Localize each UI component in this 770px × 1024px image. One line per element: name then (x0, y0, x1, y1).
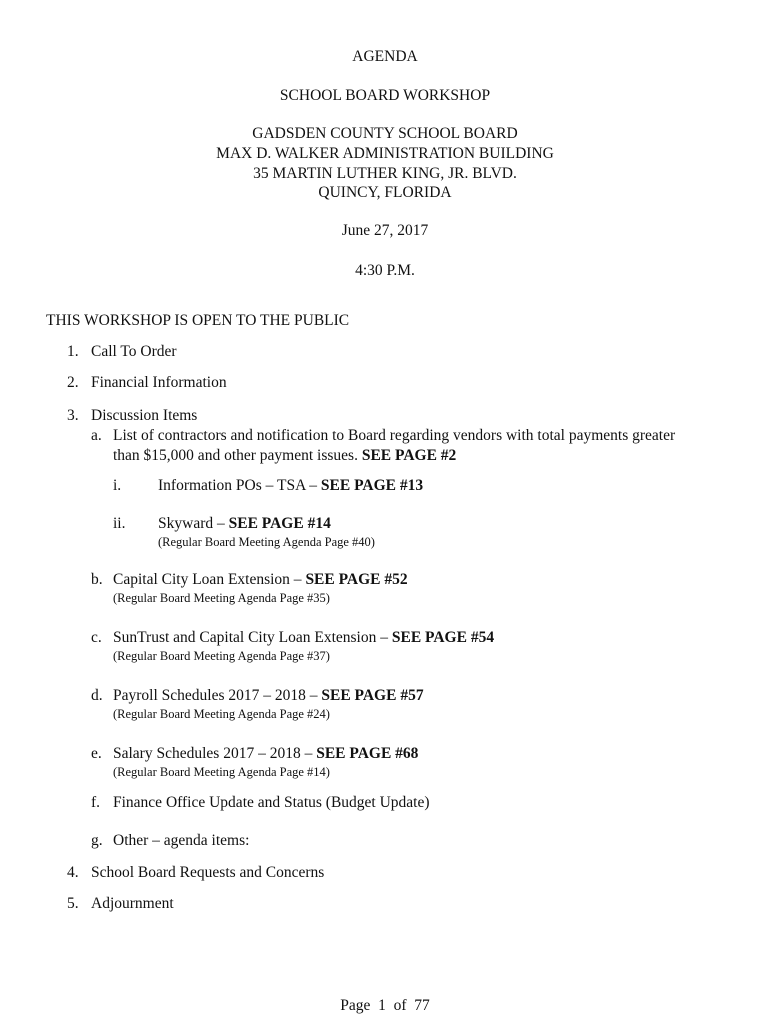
agenda-title: AGENDA (352, 48, 418, 65)
meeting-date: June 27, 2017 (341, 222, 429, 239)
item-adjournment: Adjournment (91, 895, 174, 912)
sub-item-salary-schedules: Salary Schedules 2017 – 2018 – SEE PAGE #68 (113, 745, 419, 762)
sub-item-finance-office-update: Finance Office Update and Status (Budget Update) (113, 794, 430, 811)
public-notice: THIS WORKSHOP IS OPEN TO THE PUBLIC (46, 312, 350, 329)
sub-item-other-agenda: Other – agenda items: (113, 832, 250, 849)
sub-a-line1: List of contractors and notification to Board regarding vendors with total payments greater (113, 427, 676, 444)
item-board-requests: School Board Requests and Concerns (91, 864, 325, 881)
roman-number: i. (113, 477, 122, 494)
sub-a-line2: than $15,000 and other payment issues. SEE PAGE #2 (113, 447, 457, 464)
item-number: 1. (67, 343, 79, 360)
sub-item-suntrust-loan: SunTrust and Capital City Loan Extension – SEE PAGE #54 (113, 629, 495, 646)
page-reference: SEE PAGE #2 (361, 447, 457, 464)
item-discussion-items: Discussion Items (91, 407, 198, 424)
meeting-time: 4:30 P.M. (355, 262, 415, 279)
roman-number: ii. (113, 515, 126, 532)
page-reference: SEE PAGE #14 (228, 515, 331, 532)
meeting-type: SCHOOL BOARD WORKSHOP (279, 87, 491, 104)
sub-item-payroll-schedules: Payroll Schedules 2017 – 2018 – SEE PAGE #57 (113, 687, 424, 704)
regular-meeting-note: (Regular Board Meeting Agenda Page #37) (113, 649, 330, 663)
page-reference: SEE PAGE #52 (305, 571, 408, 588)
building-name: MAX D. WALKER ADMINISTRATION BUILDING (216, 145, 554, 162)
sub-letter: e. (91, 745, 102, 762)
page-reference: SEE PAGE #13 (320, 477, 424, 494)
item-number: 4. (67, 864, 79, 881)
sub-item-capital-city-loan: Capital City Loan Extension – SEE PAGE #52 (113, 571, 408, 588)
sub-letter: g. (91, 832, 103, 849)
item-number: 2. (67, 374, 79, 391)
item-number: 5. (67, 895, 79, 912)
roman-item-skyward: Skyward – SEE PAGE #14 (158, 515, 331, 532)
city-state: QUINCY, FLORIDA (318, 184, 452, 201)
item-call-to-order: Call To Order (91, 343, 177, 360)
roman-item-information-pos: Information POs – TSA – SEE PAGE #13 (158, 477, 424, 494)
organization-name: GADSDEN COUNTY SCHOOL BOARD (252, 125, 518, 142)
page-number: Page 1 of 77 (340, 997, 430, 1014)
regular-meeting-note: (Regular Board Meeting Agenda Page #40) (158, 535, 375, 549)
street-address: 35 MARTIN LUTHER KING, JR. BLVD. (253, 165, 517, 182)
item-number: 3. (67, 407, 79, 424)
page-reference: SEE PAGE #54 (391, 629, 495, 646)
regular-meeting-note: (Regular Board Meeting Agenda Page #35) (113, 591, 330, 605)
sub-letter: d. (91, 687, 103, 704)
sub-letter: c. (91, 629, 102, 646)
sub-letter: f. (91, 794, 101, 811)
item-financial-information: Financial Information (91, 374, 227, 391)
sub-letter: b. (91, 571, 103, 588)
regular-meeting-note: (Regular Board Meeting Agenda Page #24) (113, 707, 330, 721)
page-reference: SEE PAGE #57 (321, 687, 424, 704)
page-reference: SEE PAGE #68 (316, 745, 419, 762)
sub-letter: a. (91, 427, 102, 444)
regular-meeting-note: (Regular Board Meeting Agenda Page #14) (113, 765, 330, 779)
